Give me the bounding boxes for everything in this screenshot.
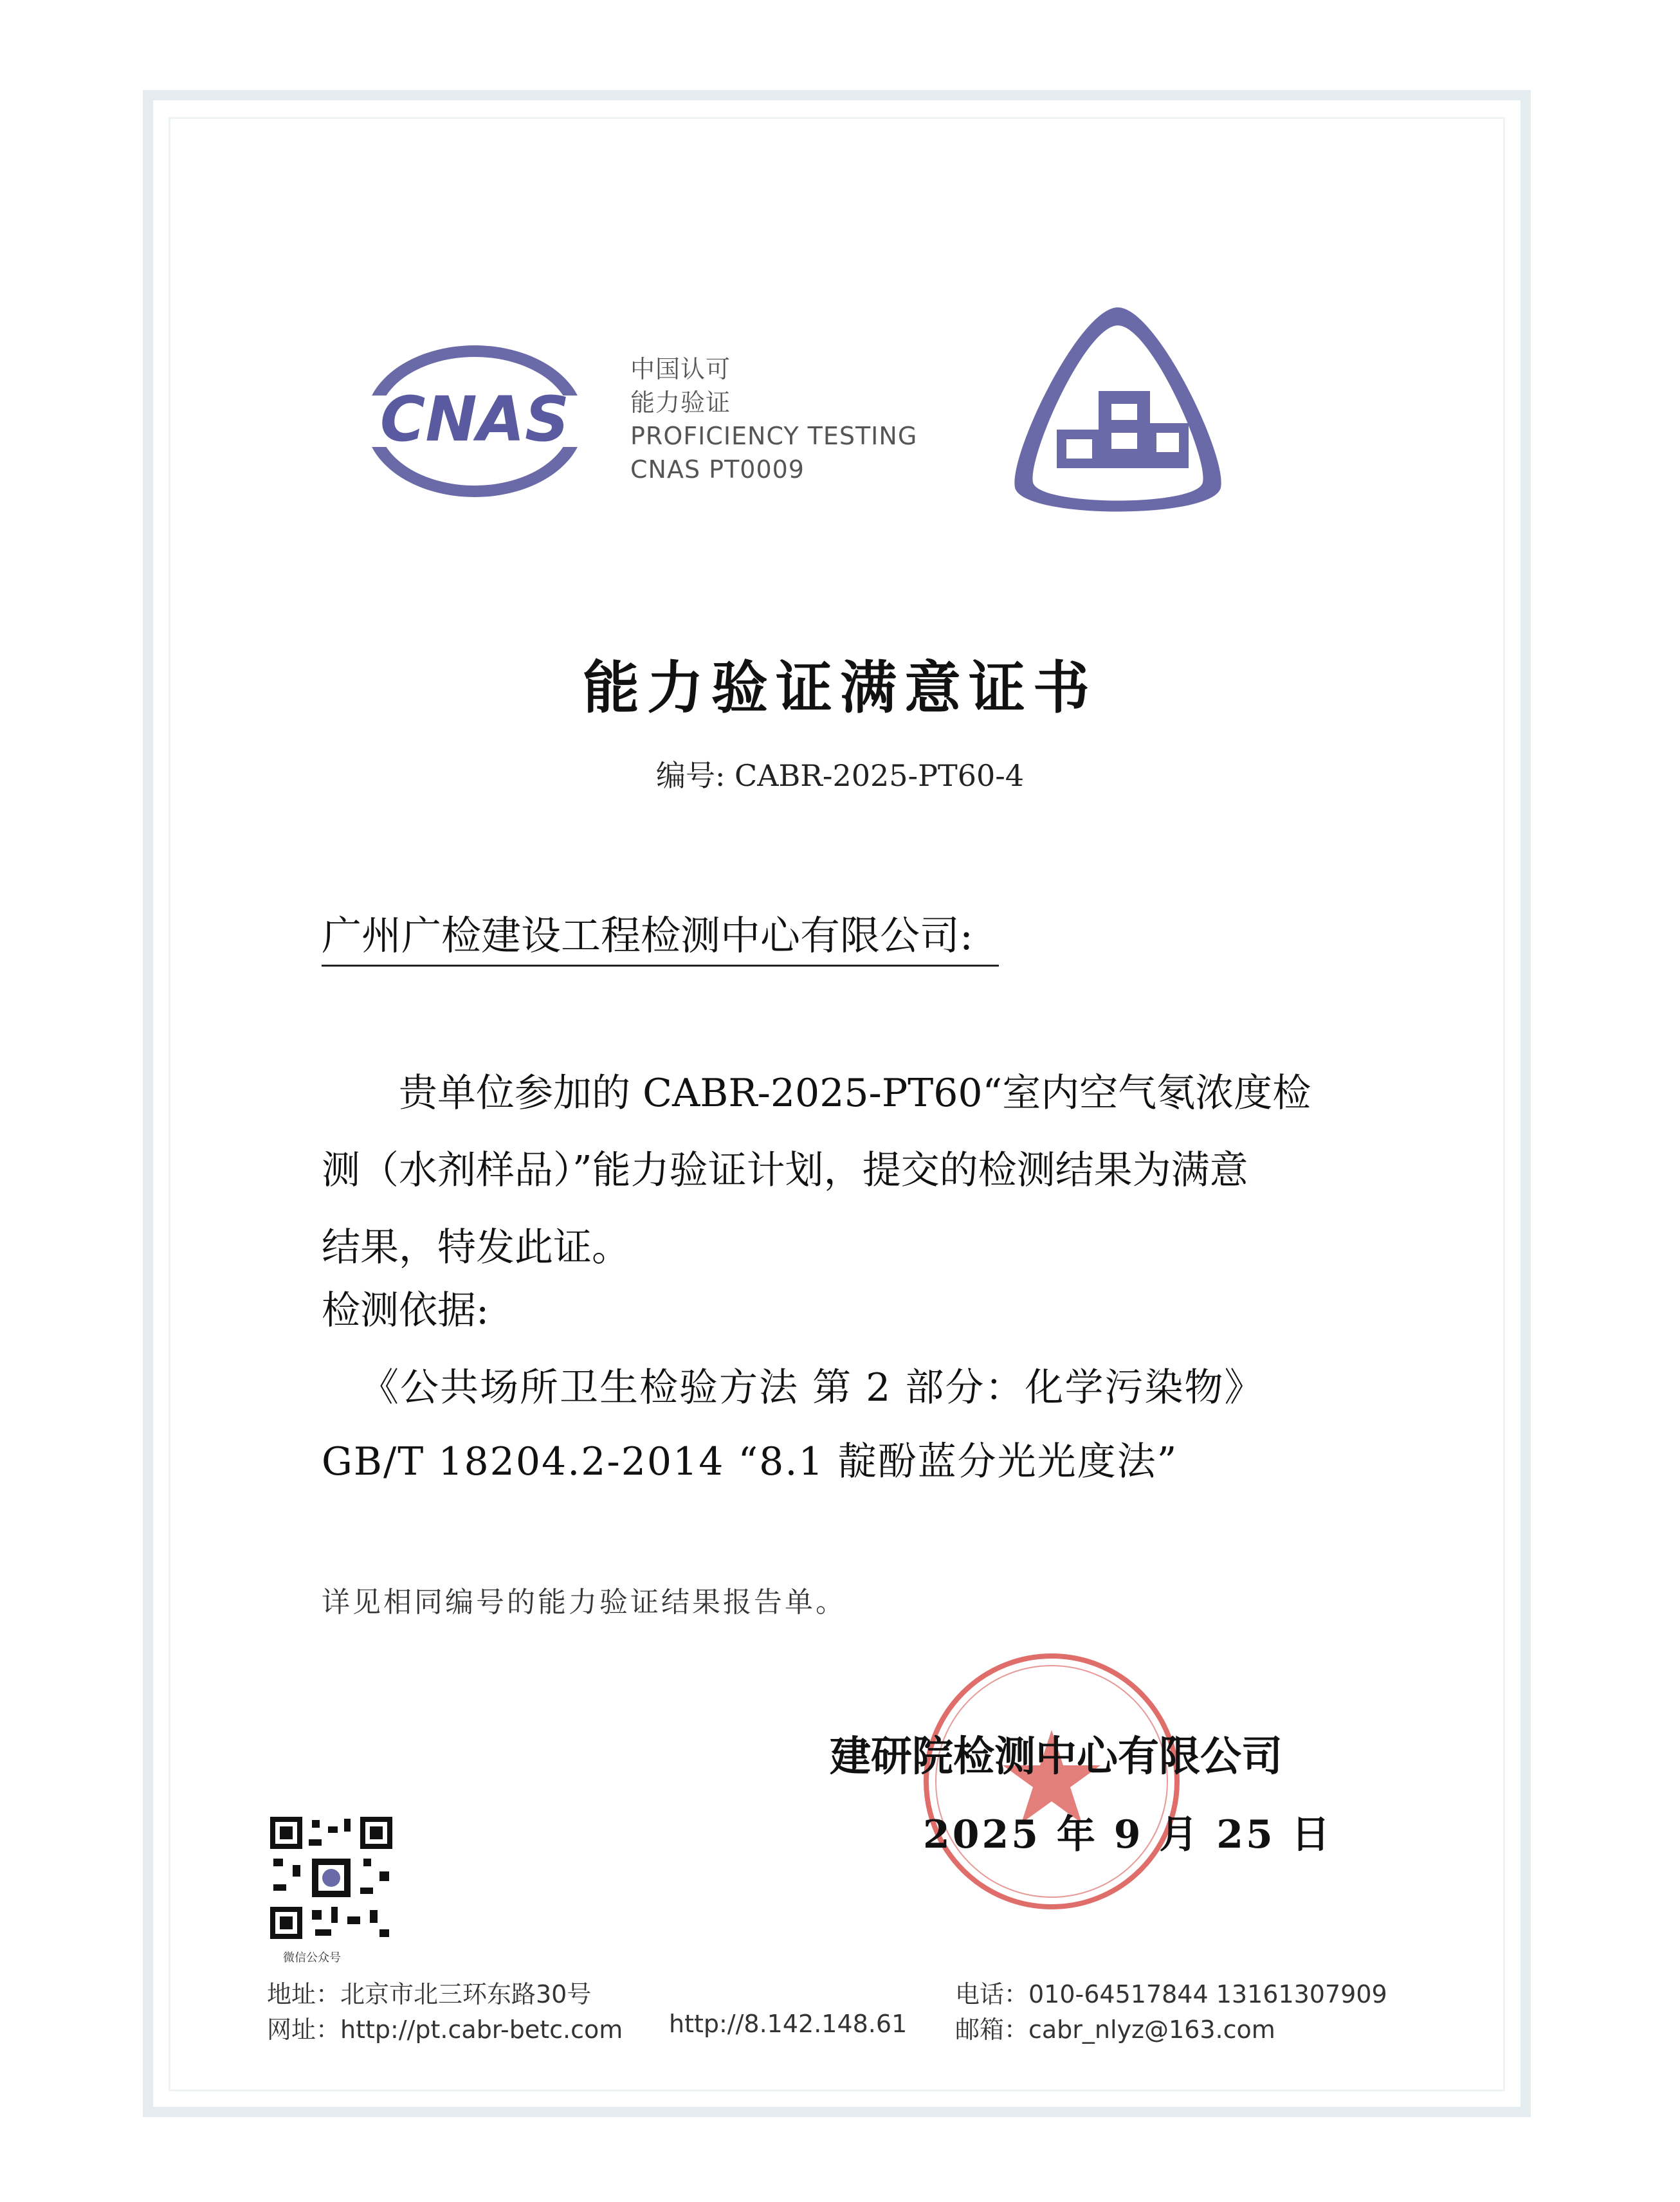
certificate-body <box>322 1055 1383 1286</box>
cnas-logo-text: CNAS <box>379 383 570 455</box>
issue-date: 2025 年 9 月 25 日 <box>923 1812 1333 1857</box>
body-line-1: 贵单位参加的 CABR-2025-PT60“室内空气氡浓度检 <box>399 1071 1311 1116</box>
footer-phone: 电话：010-64517844 13161307909 <box>955 1980 1387 2008</box>
test-basis-label: 检测依据: <box>322 1288 489 1333</box>
body-line-2: 测（水剂样品）”能力验证计划，提交的检测结果为满意 <box>322 1148 1248 1193</box>
footer-ip-link[interactable]: http://8.142.148.61 <box>669 2010 908 2038</box>
cabr-logo <box>996 295 1240 539</box>
footer-email[interactable]: 邮箱：cabr_nlyz@163.com <box>955 2015 1275 2044</box>
cnas-logo <box>352 334 597 508</box>
standard-name: 《公共场所卫生检验方法 第 2 部分：化学污染物》 <box>360 1365 1265 1410</box>
issuer-name: 建研院检测中心有限公司 <box>830 1733 1283 1781</box>
footer-website[interactable]: 网址：http://pt.cabr-betc.com <box>267 2015 623 2044</box>
standard-code: GB/T 18204.2-2014 “8.1 靛酚蓝分光光度法” <box>322 1439 1178 1484</box>
cnas-line-2: 能力验证 <box>630 388 731 417</box>
cnas-line-1: 中国认可 <box>630 355 731 383</box>
certificate-number: 编号: CABR-2025-PT60-4 <box>655 758 1025 793</box>
certificate-title: 能力验证满意证书 <box>582 654 1097 721</box>
cnas-accreditation-text <box>630 352 917 486</box>
report-note: 详见相同编号的能力验证结果报告单。 <box>322 1586 846 1619</box>
cnas-line-4: CNAS PT0009 <box>630 455 805 484</box>
qr-caption: 微信公众号 <box>283 1951 341 1965</box>
recipient-name: 广州广检建设工程检测中心有限公司: <box>322 904 999 967</box>
footer-address: 地址：北京市北三环东路30号 <box>267 1980 592 2008</box>
cnas-line-3: PROFICIENCY TESTING <box>630 422 918 450</box>
wechat-qr-code <box>267 1814 396 1942</box>
body-line-3: 结果，特发此证。 <box>322 1225 630 1270</box>
